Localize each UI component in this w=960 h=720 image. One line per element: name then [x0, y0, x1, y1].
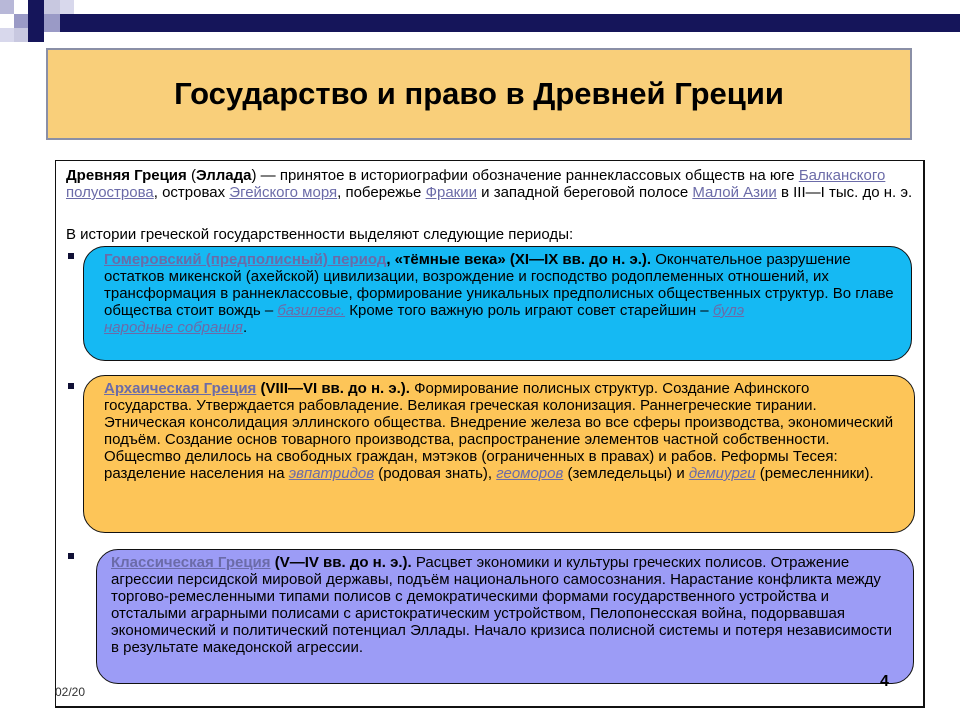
intro-text: и западной береговой полосе	[477, 184, 693, 201]
intro-alt-term: Эллада	[195, 167, 252, 184]
period-text: (земледельцы) и	[563, 465, 689, 482]
period-text: Кроме того важную роль играют совет старейшин –	[345, 302, 713, 319]
period-text: .	[242, 319, 248, 336]
link-assembly[interactable]: народные собрания	[104, 319, 243, 336]
period-text: (ремесленники).	[755, 465, 874, 482]
intro-text: (	[186, 167, 196, 184]
link-archaic-greece[interactable]: Архаическая Греция	[104, 380, 257, 397]
intro-term: Древняя Греция	[66, 167, 187, 184]
bullet-icon	[68, 253, 74, 259]
intro-text: , побережье	[337, 184, 426, 201]
period-archaic	[83, 375, 915, 533]
period-text: Расцвет экономики и культуры греческих полисов. Отражение агрессии персидской мировой державы, подъём национального самосознания. Нарастание конфликта между торгово-ремесленными типами полисов с демократическими формами государственного устройства и отсталыми аграрными полисами с аристократическим устройством, Пелопонесская война, подорвавшая экономический и политический потенциал Эллады. Начало кризиса полисной системы и потеря независимости в результате македонской агрессии.	[111, 554, 893, 656]
link-geomoroi[interactable]: геоморов	[496, 465, 564, 482]
bullet-icon	[68, 383, 74, 389]
period-heading: (VIII—VI вв. до н. э.).	[256, 380, 410, 397]
link-aegean[interactable]: Эгейского моря	[229, 184, 338, 201]
corner-decoration	[0, 0, 960, 48]
intro-paragraph	[66, 167, 916, 201]
link-balkan[interactable]: Балканского полуострова	[66, 167, 886, 201]
page-title: Государство и право в Древней Греции	[174, 76, 784, 111]
link-boule[interactable]: булэ	[712, 302, 745, 319]
periods-lead: В истории греческой государственности выделяют следующие периоды:	[66, 226, 574, 243]
link-asia-minor[interactable]: Малой Азии	[692, 184, 777, 201]
intro-text: ) — принятое в историографии обозначение раннеклассовых обществ на юге	[251, 167, 799, 184]
slide-number: 4	[880, 673, 889, 690]
period-text: (родовая знать),	[374, 465, 497, 482]
link-basileus[interactable]: базилевс.	[277, 302, 346, 319]
link-eupatrids[interactable]: эвпатридов	[288, 465, 375, 482]
intro-text: , островах	[153, 184, 230, 201]
link-homeric-period[interactable]: Гомеровский (предполисный) период	[104, 251, 387, 268]
period-text: Формирование полисных структур. Создание Афинского государства. Утверждается рабовладение. Великая греческая колонизация. Раннегреческие тирании. Этническая консолидация эллинского общества. Внедрение железа во все сферы производства, экономический подъём. Создание основ товарного производства, распространение элементов частной собственности. Общесmво делилось на свободных граждан, мэтэков (ограниченных в правах) и рабов. Реформы Тесея: разделение населения на	[104, 380, 894, 482]
link-demiurgoi[interactable]: демиурги	[688, 465, 756, 482]
period-heading: (V—IV вв. до н. э.).	[270, 554, 412, 571]
bullet-icon	[68, 553, 74, 559]
slide-date: 02/20	[55, 685, 86, 699]
content-frame	[55, 160, 925, 708]
period-heading: , «тёмные века» (XI—IX вв. до н. э.).	[386, 251, 652, 268]
link-thrace[interactable]: Фракии	[425, 184, 477, 201]
period-text: Окончательное разрушение остатков микенской (ахейской) цивилизации, возрождение и господство родоплеменных отношений, их трансформация в раннеклассовые, формирование уникальных предполисных общественных структур. Во главе общества стоит вождь –	[104, 251, 894, 319]
link-classical-greece[interactable]: Классическая Греция	[111, 554, 271, 571]
period-classical	[96, 549, 914, 684]
intro-text: в III—I тыс. до н. э.	[776, 184, 913, 201]
title-banner	[46, 48, 912, 140]
period-homeric	[83, 246, 912, 361]
